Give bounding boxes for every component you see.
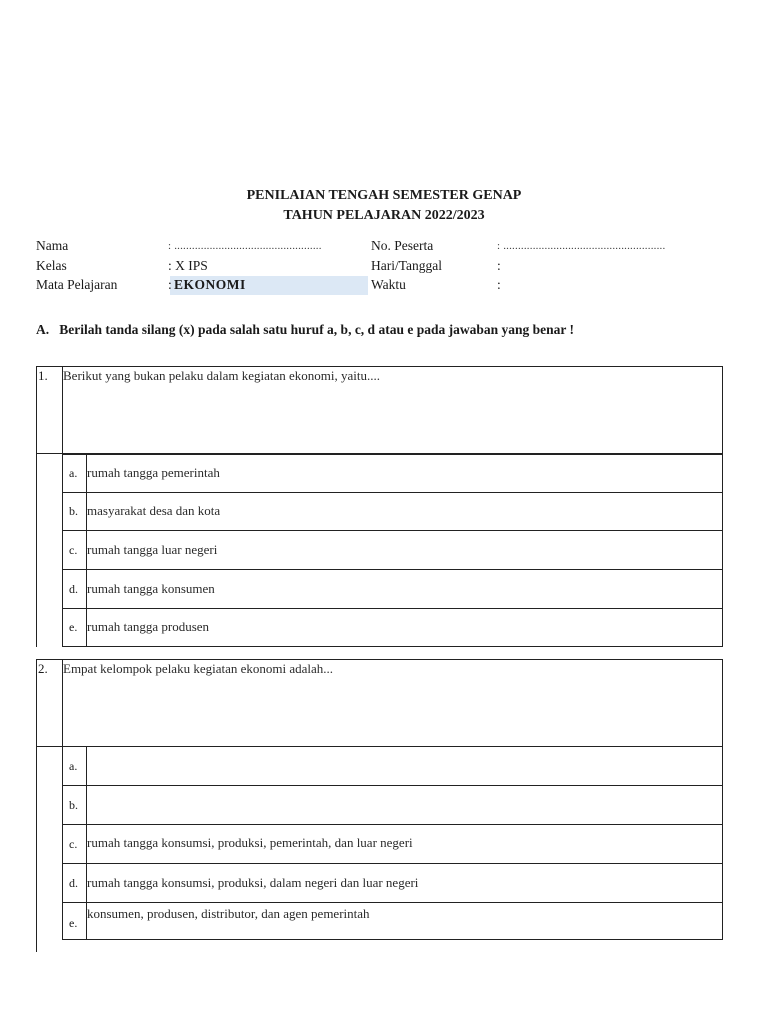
question-2-option-a[interactable]: [62, 746, 723, 786]
question-1-left-rail: [36, 454, 37, 647]
option-text: konsumen, produsen, distributor, dan agen pemerintah: [87, 906, 370, 921]
peserta-label: No. Peserta: [371, 238, 434, 253]
option-letter: c.: [69, 543, 78, 557]
option-letter: c.: [69, 837, 78, 851]
option-letter: e.: [69, 620, 78, 634]
question-1-text: Berikut yang bukan pelaku dalam kegiatan ekonomi, yaitu....: [63, 368, 380, 383]
section-marker: A.: [36, 322, 50, 337]
option-letter: e.: [69, 916, 78, 930]
option-letter: b.: [69, 798, 78, 812]
option-letter-cell: [63, 786, 87, 824]
option-text: rumah tangga konsumen: [87, 581, 215, 596]
option-letter-cell: [63, 903, 87, 939]
mapel-colon: :: [168, 277, 172, 292]
nama-field[interactable]: : ..................................................: [168, 240, 322, 252]
section-text: Berilah tanda silang (x) pada salah satu huruf a, b, c, d atau e pada jawaban yang benar !: [59, 322, 574, 337]
option-letter-cell: [63, 825, 87, 863]
question-2-text: Empat kelompok pelaku kegiatan ekonomi adalah...: [63, 661, 334, 676]
mapel-value: EKONOMI: [174, 277, 246, 292]
peserta-field[interactable]: : .......................................................: [497, 240, 666, 252]
waktu-field[interactable]: :: [497, 277, 501, 292]
question-2-option-d[interactable]: [62, 863, 723, 903]
option-text: rumah tangga konsumsi, produksi, pemerintah, dan luar negeri: [87, 835, 413, 850]
question-1-option-a[interactable]: [62, 454, 723, 493]
option-letter: d.: [69, 876, 78, 890]
waktu-label: Waktu: [371, 277, 406, 292]
kelas-label: Kelas: [36, 258, 67, 273]
exam-subtitle: TAHUN PELAJARAN 2022/2023: [283, 208, 485, 223]
exam-title: PENILAIAN TENGAH SEMESTER GENAP: [246, 188, 522, 203]
option-letter-cell: [63, 609, 87, 646]
question-2-option-c[interactable]: [62, 824, 723, 864]
option-text: rumah tangga luar negeri: [87, 542, 218, 557]
option-letter-cell: [63, 570, 87, 608]
question-1-option-e[interactable]: [62, 608, 723, 647]
question-1-option-b[interactable]: [62, 492, 723, 531]
option-letter-cell: [63, 747, 87, 785]
question-2-number: 2.: [38, 661, 48, 676]
option-text: rumah tangga produsen: [87, 619, 210, 634]
tanggal-label: Hari/Tanggal: [371, 258, 443, 273]
option-letter-cell: [63, 493, 87, 530]
option-text: masyarakat desa dan kota: [87, 503, 221, 518]
option-text: rumah tangga konsumsi, produksi, dalam negeri dan luar negeri: [87, 875, 419, 890]
question-1-option-c[interactable]: [62, 530, 723, 570]
kelas-value: : X IPS: [168, 258, 208, 273]
option-text: rumah tangga pemerintah: [87, 465, 220, 480]
option-letter-cell: [63, 455, 87, 492]
question-2-option-e[interactable]: [62, 902, 723, 940]
tanggal-field[interactable]: :: [497, 258, 501, 273]
option-letter: a.: [69, 466, 78, 480]
option-letter-cell: [63, 864, 87, 902]
question-1-option-d[interactable]: [62, 569, 723, 609]
nama-label: Nama: [36, 238, 69, 253]
question-2-option-b[interactable]: [62, 785, 723, 825]
option-letter: b.: [69, 504, 78, 518]
option-letter-cell: [63, 531, 87, 569]
section-instruction: [36, 322, 574, 338]
option-letter: a.: [69, 759, 78, 773]
question-2-left-rail: [36, 747, 37, 952]
option-letter: d.: [69, 582, 78, 596]
mapel-label: Mata Pelajaran: [36, 277, 118, 292]
question-1-number: 1.: [38, 368, 48, 383]
